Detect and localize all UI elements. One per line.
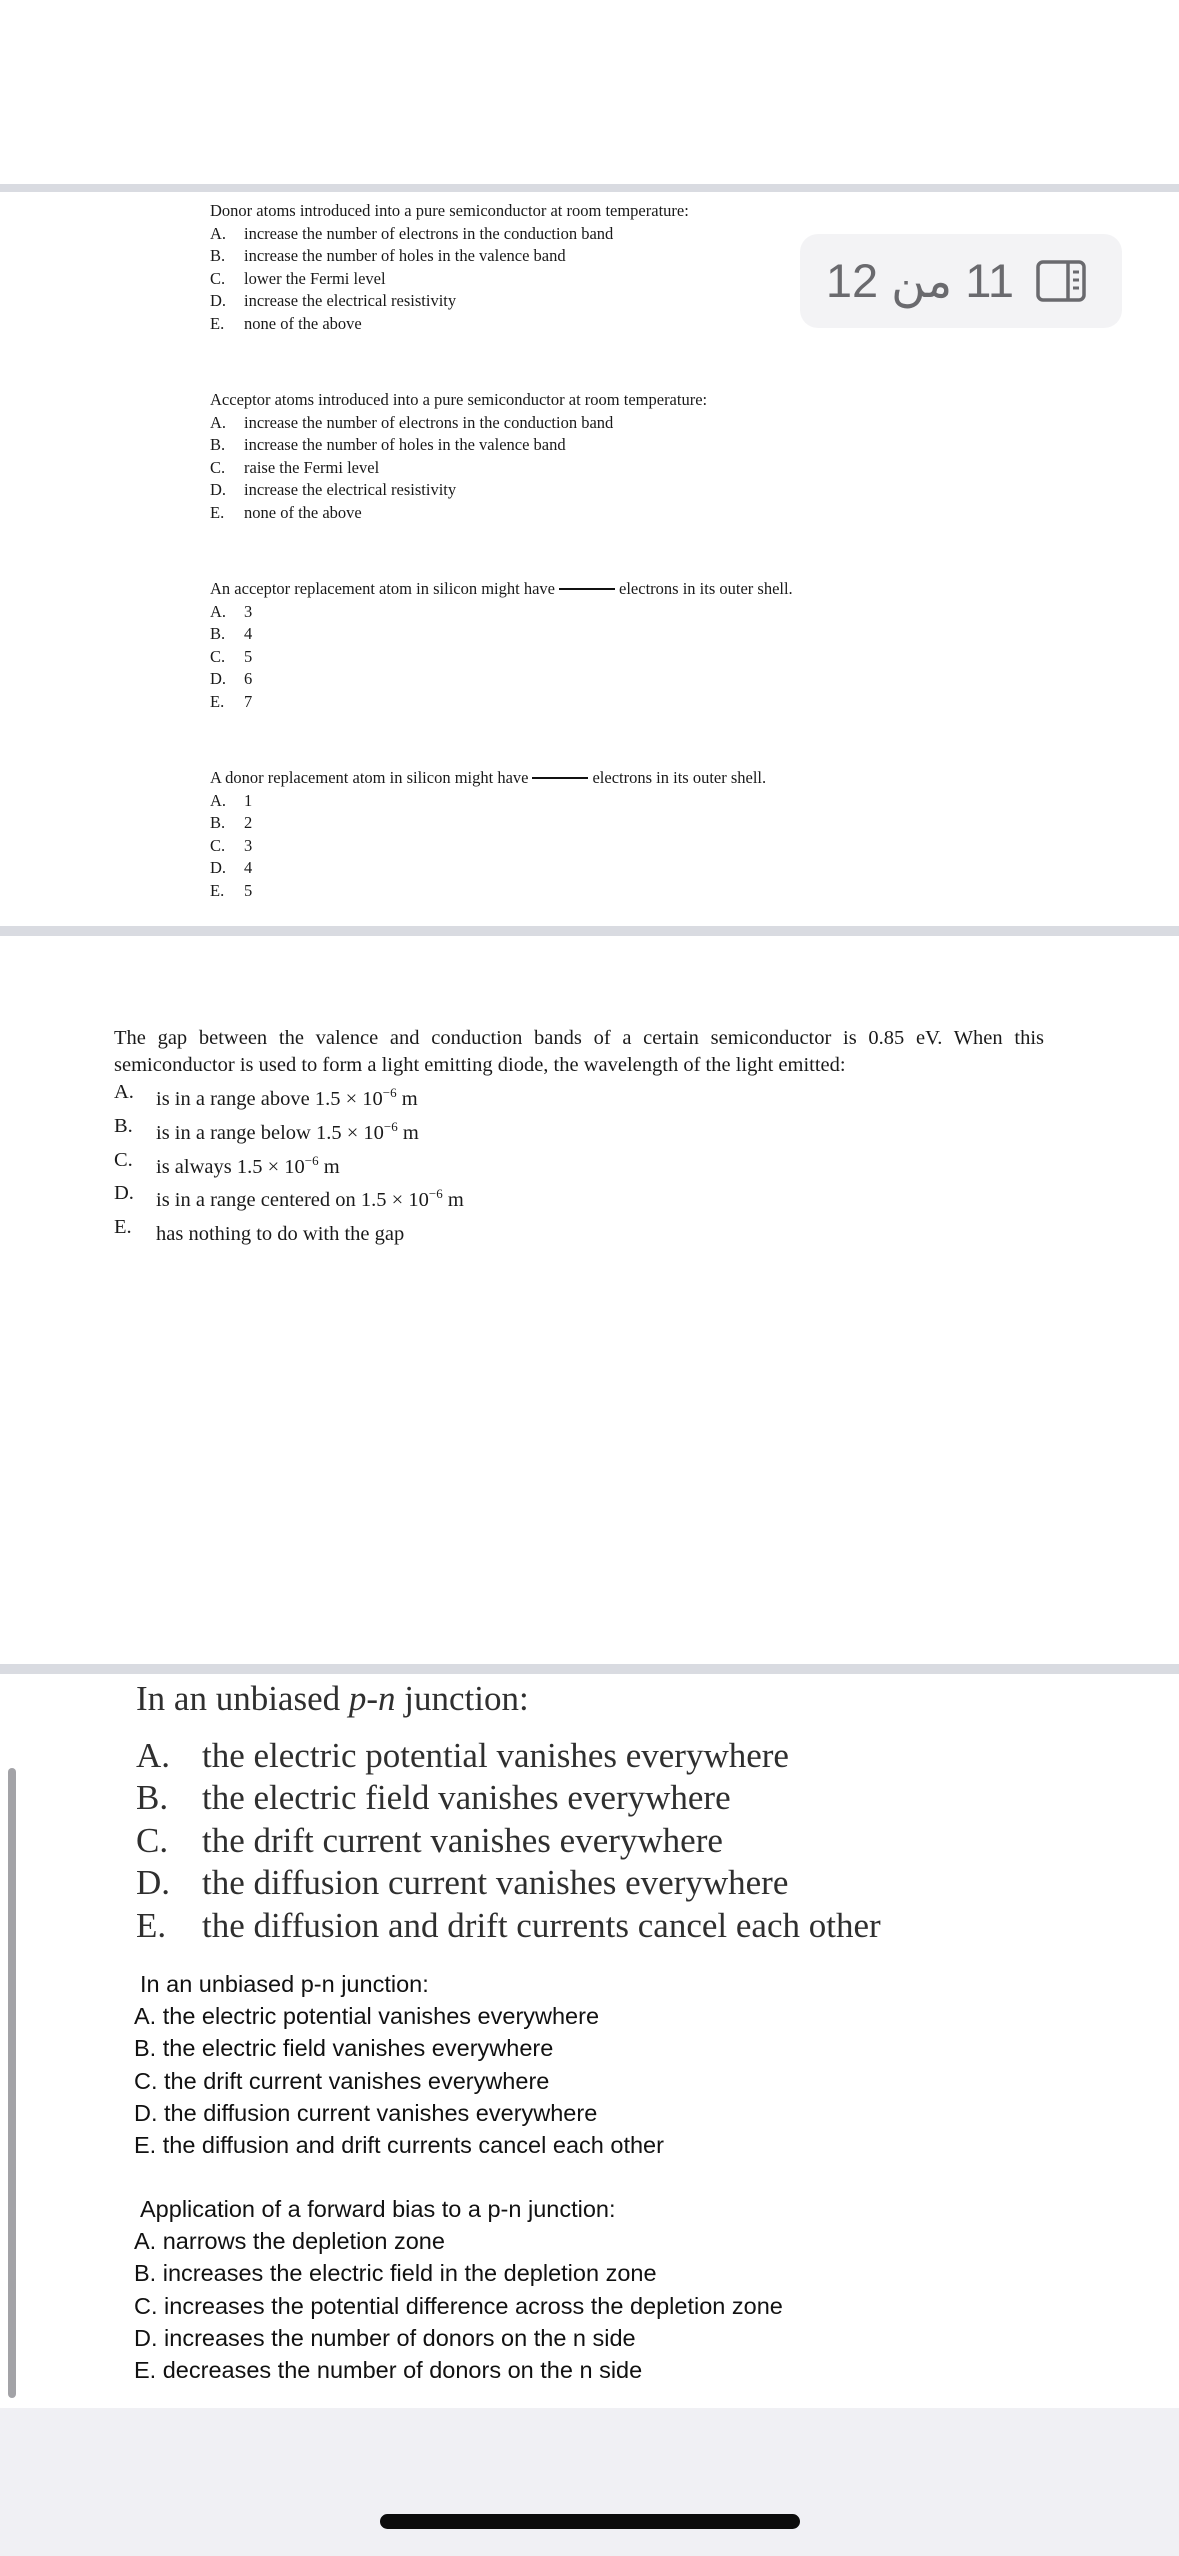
question-stem: Donor atoms introduced into a pure semiconductor at room temperature: xyxy=(210,201,689,220)
bottom-background xyxy=(0,2408,1179,2556)
question-stem: Application of a forward bias to a p-n junction: xyxy=(140,2196,616,2222)
option-e: E. decreases the number of donors on the n side xyxy=(134,2357,643,2384)
question-acceptor-shell xyxy=(210,578,793,714)
option-a: A. is in a range above $1.5 \times 10^{-6}$ m xyxy=(114,1081,418,1110)
option-e: E. 7 xyxy=(210,691,253,711)
page-indicator[interactable] xyxy=(800,234,1122,328)
question-stem: The gap between the valence and conduction bands of a certain semiconductor is 0.85 eV. When this semiconductor is used to form a light emitting diode, the wavelength of the light emitted: xyxy=(114,1027,1044,1076)
question-donor-atoms xyxy=(210,200,689,336)
option-a: A. narrows the depletion zone xyxy=(134,2228,445,2255)
option-b: B. 4 xyxy=(210,624,253,644)
question-stem: Acceptor atoms introduced into a pure semiconductor at room temperature: xyxy=(210,390,708,409)
question-stem: An acceptor replacement atom in silicon might have electrons in its outer shell. xyxy=(210,579,793,598)
answer-blank xyxy=(532,777,588,779)
answer-blank xyxy=(559,588,615,590)
home-indicator[interactable] xyxy=(380,2514,800,2529)
option-e: E. none of the above xyxy=(210,502,362,522)
page-indicator-text: 11 من 12 xyxy=(825,254,1014,307)
option-a: A. 3 xyxy=(210,601,253,621)
option-e: E. the diffusion and drift currents cancel each other xyxy=(136,1905,881,1945)
option-d: D. 4 xyxy=(210,858,253,878)
option-d: D. increases the number of donors on the n side xyxy=(134,2324,636,2351)
option-d: D. increase the electrical resistivity xyxy=(210,480,457,500)
option-c: C. lower the Fermi level xyxy=(210,268,386,288)
option-c: C. raise the Fermi level xyxy=(210,457,380,477)
option-c: C. is always $1.5 \times 10^{-6}$ m xyxy=(114,1148,340,1178)
vertical-scrollbar[interactable] xyxy=(8,1768,16,2398)
option-b: B. increase the number of holes in the valence band xyxy=(210,435,566,455)
option-b: B. 2 xyxy=(210,813,253,833)
option-c: C. 5 xyxy=(210,646,253,666)
sidebar-toggle-icon xyxy=(1036,260,1086,302)
page-separator-top xyxy=(0,184,1179,192)
option-c: C. increases the potential difference across the depletion zone xyxy=(134,2292,783,2319)
option-e: E. none of the above xyxy=(210,313,362,333)
option-d: D. increase the electrical resistivity xyxy=(210,291,457,311)
question-pn-junction-text xyxy=(134,1968,664,2161)
option-e: E. has nothing to do with the gap xyxy=(114,1216,405,1246)
option-a: A. 1 xyxy=(210,790,253,810)
page-separator-middle xyxy=(0,926,1179,936)
option-a: A. the electric potential vanishes everywhere xyxy=(134,2003,600,2030)
option-b: B. is in a range below $1.5 \times 10^{-6}$ m xyxy=(114,1114,419,1144)
option-a: A. the electric potential vanishes everywhere xyxy=(136,1735,789,1775)
option-e: E. 5 xyxy=(210,880,253,900)
option-a: A. increase the number of electrons in the conduction band xyxy=(210,223,614,243)
option-c: C. the drift current vanishes everywhere xyxy=(136,1820,723,1860)
question-acceptor-atoms xyxy=(210,389,707,525)
option-a: A. increase the number of electrons in the conduction band xyxy=(210,412,614,432)
question-stem: A donor replacement atom in silicon might have electrons in its outer shell. xyxy=(210,768,767,787)
question-stem: In an unbiased p-n junction: xyxy=(136,1679,529,1718)
option-b: B. increase the number of holes in the valence band xyxy=(210,246,566,266)
page-separator-lower xyxy=(0,1664,1179,1674)
option-e: E. the diffusion and drift currents cancel each other xyxy=(134,2132,664,2159)
option-b: B. increases the electric field in the depletion zone xyxy=(134,2260,657,2287)
option-c: C. 3 xyxy=(210,835,253,855)
option-d: D. the diffusion current vanishes everywhere xyxy=(136,1863,789,1902)
question-donor-shell xyxy=(210,767,766,903)
option-b: B. the electric field vanishes everywhere xyxy=(136,1778,731,1817)
question-forward-bias xyxy=(134,2193,783,2386)
question-pn-junction-image xyxy=(136,1678,881,1947)
option-d: D. 6 xyxy=(210,669,253,689)
option-b: B. the electric field vanishes everywhere xyxy=(134,2035,554,2062)
option-d: D. the diffusion current vanishes everywhere xyxy=(134,2099,598,2126)
question-stem: In an unbiased p-n junction: xyxy=(140,1971,429,1997)
option-d: D. is in a range centered on $1.5 \times 10^{-6}$ m xyxy=(114,1182,464,1212)
question-led-wavelength xyxy=(114,1025,1044,1248)
option-c: C. the drift current vanishes everywhere xyxy=(134,2067,550,2094)
